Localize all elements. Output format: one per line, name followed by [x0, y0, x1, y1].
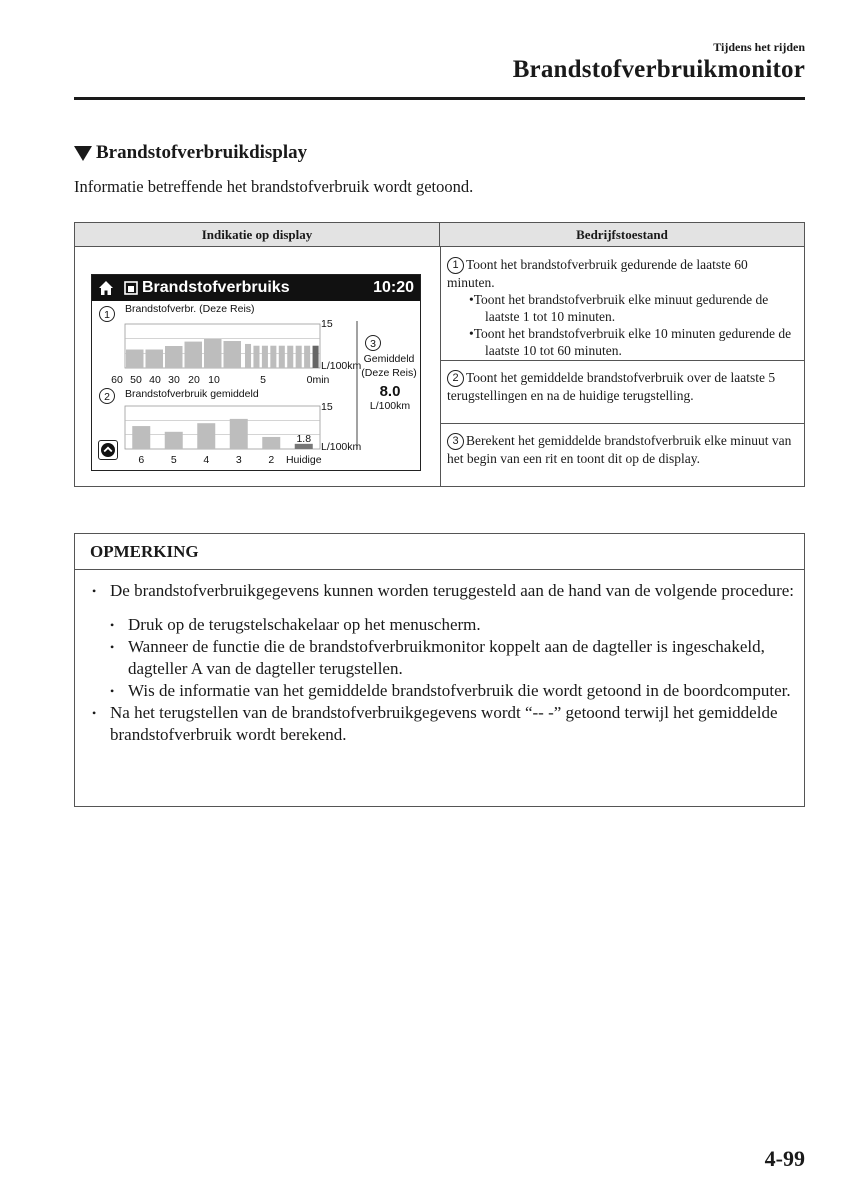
row-subitem: •Toont het brandstofverbruik elke 10 minuten gedurende de laatste 10 tot 60 minuten. [469, 326, 792, 358]
chart2-bar [230, 419, 248, 449]
badge-2-num: 2 [104, 391, 110, 403]
row-subitem: •Toont het brandstofverbruik elke minuut gedurende de laatste 1 tot 10 minuten. [469, 292, 769, 324]
scroll-up-button[interactable] [98, 440, 118, 460]
chart1-xtick: 30 [168, 374, 180, 386]
chart1-bar [270, 346, 276, 368]
chart1-xtick: 60 [111, 374, 123, 386]
note-subbullet: • Wanneer de functie die de brandstofverbruikmonitor koppelt aan de dagteller is ingeschakeld, dagteller A van de dagteller terugstellen. [108, 636, 795, 680]
row-subitems [447, 291, 798, 359]
row-number: 3 [447, 433, 464, 450]
chart1-bar [126, 350, 144, 368]
row-text: Berekent het gemiddelde brandstofverbruik elke minuut van het begin van een rit en toont dit op de display. [447, 433, 792, 466]
chart1-bar [165, 346, 183, 368]
fuel-charts [92, 301, 421, 471]
chart2-xtick: 6 [138, 454, 145, 466]
note-box [74, 533, 805, 807]
table-row [441, 361, 804, 423]
chart1-bar [304, 346, 310, 368]
chart1-bar [253, 346, 259, 368]
chart2-xtick: 3 [235, 454, 242, 466]
chart1-ytick: 15 [321, 318, 333, 330]
chart1-title: Brandstofverbr. (Deze Reis) [125, 303, 255, 315]
note-subbullet: • Druk op de terugstelschakelaar op het menuscherm. [108, 614, 795, 636]
row-number: 1 [447, 257, 464, 274]
screen-title-bar [92, 275, 421, 301]
table-row [441, 424, 804, 486]
chart1-bar [185, 342, 203, 368]
chart2-title: Brandstofverbruik gemiddeld [125, 388, 259, 400]
chart1-bar [287, 346, 293, 368]
average-sublabel: (Deze Reis) [361, 367, 417, 379]
badge-3-num: 3 [370, 338, 376, 350]
chart1-bar [313, 346, 319, 368]
average-value: 8.0 [379, 383, 401, 400]
average-label: Gemiddeld [363, 353, 415, 365]
chart1-bar [245, 344, 251, 368]
chart1-bar [296, 346, 302, 368]
note-bullet: • De brandstofverbruikgegevens kunnen worden teruggesteld aan de hand van de volgende procedure: [90, 580, 795, 602]
row-text: Toont het gemiddelde brandstofverbruik over de laatste 5 terugstellingen en na de huidige terugstelling. [447, 370, 776, 403]
chart1-xtick: 10 [208, 374, 220, 386]
row-number: 2 [447, 370, 464, 387]
note-subbullet: • Wis de informatie van het gemiddelde brandstofverbruik die wordt getoond in de boordcomputer. [108, 680, 795, 702]
chart1-xtick: 5 [260, 374, 266, 386]
badge-1-num: 1 [104, 309, 110, 321]
header-divider [74, 97, 805, 100]
screen-clock: 10:20 [373, 279, 414, 296]
chart2-xtick: 2 [268, 454, 275, 466]
chart2-frame [125, 406, 320, 449]
screen-title: Brandstofverbruiks [142, 279, 290, 296]
chart1-bar [262, 346, 268, 368]
chart2-data-label: 1.8 [296, 432, 312, 445]
table-row [441, 248, 804, 360]
home-icon [98, 280, 114, 296]
chart2-bar [197, 423, 215, 449]
chart2-xtick: Huidige [285, 454, 322, 466]
chart1-bar [204, 339, 222, 368]
section-heading-text: Brandstofverbruikdisplay [96, 142, 308, 163]
page-title: Brandstofverbruikmonitor [512, 56, 805, 83]
info-table [74, 222, 805, 487]
chart2-bar [262, 437, 280, 449]
chevron-up-circle-icon [99, 441, 117, 459]
average-unit: L/100km [369, 400, 411, 412]
chart2-xtick: 4 [203, 454, 210, 466]
display-screen [91, 274, 421, 471]
intro-text: Informatie betreffende het brandstofverbruik wordt getoond. [74, 177, 474, 196]
chart2-bar [132, 426, 150, 449]
chart1-xtick: 20 [188, 374, 200, 386]
row-text: Toont het brandstofverbruik gedurende de laatste 60 minuten. [447, 257, 748, 290]
note-heading: OPMERKING [75, 534, 804, 570]
table-header-display: Indikatie op display [75, 223, 440, 247]
section-heading [74, 142, 307, 164]
table-header-state: Bedrijfstoestand [440, 223, 804, 247]
chart1-ylabel: L/100km [321, 360, 362, 372]
chart2-xtick: 5 [170, 454, 177, 466]
chart1-bar [224, 341, 242, 368]
section-kicker: Tijdens het rijden [713, 40, 805, 54]
chart1-xtick: 40 [149, 374, 161, 386]
chart2-ylabel: L/100km [321, 441, 362, 453]
note-body [90, 580, 795, 746]
page-number: 4-99 [764, 1146, 805, 1171]
chart2-ytick: 15 [321, 401, 333, 413]
chart1-xtick: 50 [130, 374, 142, 386]
triangle-down-icon [74, 146, 92, 161]
chart1-bar [279, 346, 285, 368]
note-bullet: • Na het terugstellen van de brandstofverbruikgegevens wordt “-- -” getoond terwijl het gemiddelde brandstofverbruik wordt berekend. [90, 702, 795, 746]
fuel-display-icon [124, 281, 138, 295]
chart1-xtick: 0min [306, 374, 330, 386]
chart1-bar [146, 350, 164, 368]
chart2-bar [165, 432, 183, 449]
